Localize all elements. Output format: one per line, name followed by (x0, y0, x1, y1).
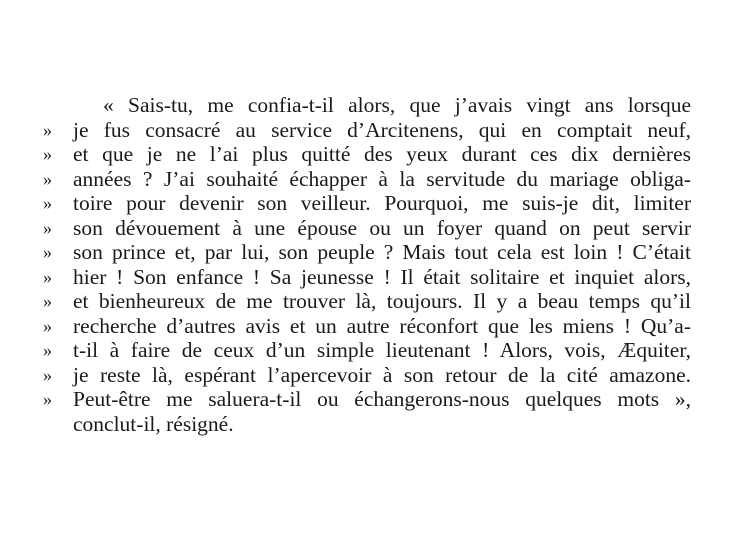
text-line (0, 118, 741, 142)
text-line (0, 363, 741, 387)
line-text: et que je ne l’ai plus quitté des yeux durant ces dix dernières (73, 142, 691, 166)
line-text: t-il à faire de ceux d’un simple lieutenant ! Alors, vois, Æquiter, (73, 338, 691, 362)
text-line (0, 167, 741, 191)
quote-marker: » (43, 193, 52, 213)
quote-marker: » (43, 340, 52, 360)
quote-marker: » (43, 389, 52, 409)
line-text: hier ! Son enfance ! Sa jeunesse ! Il était solitaire et inquiet alors, (73, 264, 691, 289)
line-text: je fus consacré au service d’Arcitenens, qui en comptait neuf, (73, 117, 691, 142)
text-line (0, 240, 741, 264)
quote-marker: » (43, 217, 52, 238)
text-line (0, 412, 741, 436)
quote-marker: » (43, 364, 52, 385)
line-text: et bienheureux de me trouver là, toujours. Il y a beau temps qu’il (73, 289, 691, 313)
line-text: son prince et, par lui, son peuple ? Mais tout cela est loin ! C’était (73, 240, 691, 264)
line-text: Peut-être me saluera-t-il ou échangerons-nous quelques mots », (73, 387, 691, 411)
quote-marker: » (43, 144, 52, 164)
text-line (0, 338, 741, 362)
quote-marker: » (43, 315, 52, 336)
line-text: recherche d’autres avis et un autre réconfort que les miens ! Qu’a- (73, 313, 691, 338)
text-line (0, 265, 741, 289)
quote-marker: » (43, 119, 52, 140)
text-line (0, 93, 741, 117)
text-line (0, 191, 741, 215)
text-line (0, 314, 741, 338)
text-line (0, 142, 741, 166)
quote-marker: » (43, 266, 52, 287)
text-line (0, 216, 741, 240)
line-text: son dévouement à une épouse ou un foyer quand on peut servir (73, 215, 691, 240)
quote-marker: » (43, 242, 52, 262)
line-text: années ? J’ai souhaité échapper à la servitude du mariage obliga- (73, 166, 691, 191)
line-text: toire pour devenir son veilleur. Pourquoi, me suis-je dit, limiter (73, 191, 691, 215)
line-text: « Sais-tu, me confia-t-il alors, que j’avais vingt ans lorsque (103, 93, 691, 117)
quote-marker: » (43, 168, 52, 189)
line-text: conclut-il, résigné. (73, 411, 234, 436)
quote-marker: » (43, 291, 52, 311)
text-line (0, 387, 741, 411)
text-line (0, 289, 741, 313)
line-text: je reste là, espérant l’apercevoir à son retour de la cité amazone. (73, 362, 691, 387)
